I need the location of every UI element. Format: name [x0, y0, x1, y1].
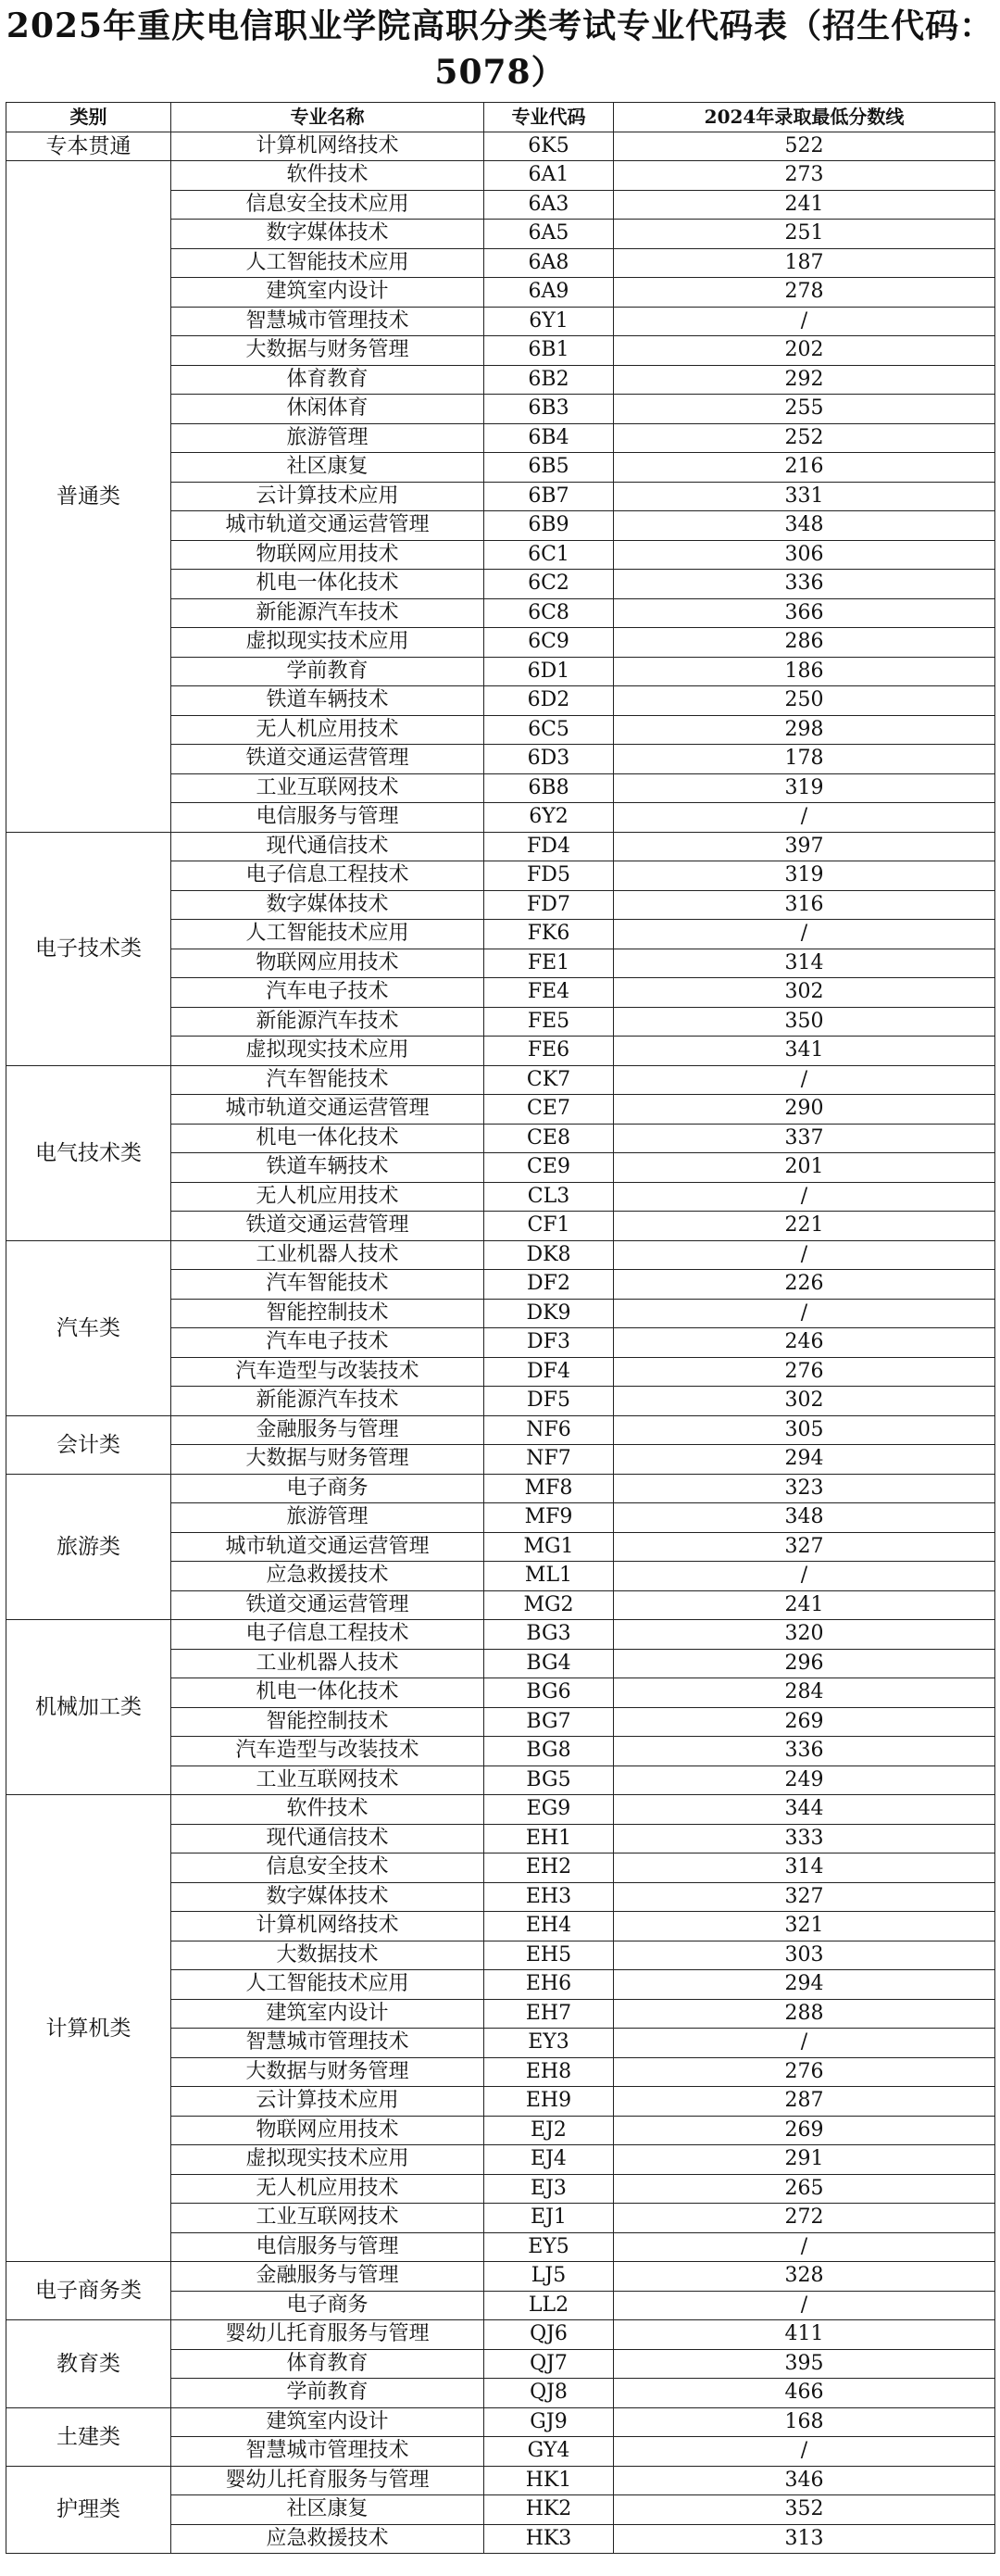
table-row — [6, 1474, 995, 1503]
min-score-cell: 306 — [614, 540, 995, 570]
category-cell: 护理类 — [6, 2466, 171, 2554]
major-name-cell: 电子商务 — [171, 1474, 484, 1503]
min-score-cell: 278 — [614, 278, 995, 308]
major-code-cell: MF9 — [484, 1503, 614, 1533]
header-category: 类别 — [6, 103, 171, 132]
major-name-cell: 建筑室内设计 — [171, 2407, 484, 2437]
min-score-cell: / — [614, 2029, 995, 2058]
major-code-cell: QJ6 — [484, 2320, 614, 2350]
major-code-cell: 6C8 — [484, 598, 614, 628]
table-row — [6, 2320, 995, 2350]
major-name-cell: 计算机网络技术 — [171, 1912, 484, 1941]
major-code-cell: DF2 — [484, 1270, 614, 1300]
major-name-cell: 人工智能技术应用 — [171, 920, 484, 949]
category-cell: 电子技术类 — [6, 832, 171, 1065]
min-score-cell: 251 — [614, 220, 995, 249]
min-score-cell: 333 — [614, 1824, 995, 1853]
major-name-cell: 工业互联网技术 — [171, 773, 484, 803]
major-code-cell: EH1 — [484, 1824, 614, 1853]
table-row — [6, 1620, 995, 1650]
major-code-cell: LJ5 — [484, 2262, 614, 2292]
min-score-cell: 294 — [614, 1445, 995, 1475]
min-score-cell: 337 — [614, 1124, 995, 1153]
major-name-cell: 机电一体化技术 — [171, 1678, 484, 1708]
min-score-cell: 186 — [614, 657, 995, 686]
major-code-cell: GJ9 — [484, 2407, 614, 2437]
table-header-row — [6, 103, 995, 132]
major-code-cell: DF5 — [484, 1387, 614, 1416]
min-score-cell: 201 — [614, 1153, 995, 1183]
major-code-cell: NF6 — [484, 1415, 614, 1445]
major-name-cell: 汽车智能技术 — [171, 1270, 484, 1300]
min-score-cell: 269 — [614, 2116, 995, 2145]
min-score-cell: 273 — [614, 161, 995, 191]
major-name-cell: 云计算技术应用 — [171, 482, 484, 511]
major-name-cell: 软件技术 — [171, 161, 484, 191]
major-name-cell: 机电一体化技术 — [171, 570, 484, 599]
major-code-cell: EY5 — [484, 2232, 614, 2262]
major-name-cell: 大数据技术 — [171, 1941, 484, 1970]
major-code-cell: 6B5 — [484, 453, 614, 483]
major-code-cell: EJ4 — [484, 2145, 614, 2175]
major-code-cell: EH6 — [484, 1970, 614, 2000]
min-score-cell: 344 — [614, 1795, 995, 1825]
table-row — [6, 832, 995, 861]
min-score-cell: 336 — [614, 570, 995, 599]
major-code-cell: EH2 — [484, 1853, 614, 1883]
major-code-cell: CE7 — [484, 1095, 614, 1125]
min-score-cell: 221 — [614, 1212, 995, 1241]
min-score-cell: 348 — [614, 511, 995, 541]
table-row — [6, 2262, 995, 2292]
category-cell: 旅游类 — [6, 1474, 171, 1620]
min-score-cell: 327 — [614, 1532, 995, 1562]
min-score-cell: 320 — [614, 1620, 995, 1650]
min-score-cell: 466 — [614, 2379, 995, 2408]
major-code-cell: CE8 — [484, 1124, 614, 1153]
major-code-cell: 6Y1 — [484, 307, 614, 336]
table-row — [6, 1065, 995, 1095]
major-name-cell: 人工智能技术应用 — [171, 1970, 484, 2000]
major-code-cell: EH5 — [484, 1941, 614, 1970]
major-code-cell: FD4 — [484, 832, 614, 861]
major-name-cell: 虚拟现实技术应用 — [171, 1037, 484, 1066]
major-code-cell: BG8 — [484, 1737, 614, 1766]
min-score-cell: 216 — [614, 453, 995, 483]
major-code-cell: DK9 — [484, 1299, 614, 1328]
major-name-cell: 物联网应用技术 — [171, 949, 484, 978]
category-cell: 普通类 — [6, 161, 171, 833]
major-code-cell: 6B1 — [484, 336, 614, 366]
min-score-cell: 303 — [614, 1941, 995, 1970]
major-code-cell: FE6 — [484, 1037, 614, 1066]
major-code-cell: 6C2 — [484, 570, 614, 599]
major-name-cell: 物联网应用技术 — [171, 2116, 484, 2145]
major-code-cell: MF8 — [484, 1474, 614, 1503]
major-code-cell: 6B7 — [484, 482, 614, 511]
major-code-cell: BG4 — [484, 1649, 614, 1678]
min-score-cell: / — [614, 307, 995, 336]
major-name-cell: 信息安全技术 — [171, 1853, 484, 1883]
category-cell: 会计类 — [6, 1415, 171, 1474]
category-cell: 汽车类 — [6, 1240, 171, 1415]
major-name-cell: 旅游管理 — [171, 1503, 484, 1533]
major-code-cell: 6B4 — [484, 423, 614, 453]
min-score-cell: 302 — [614, 978, 995, 1008]
min-score-cell: 348 — [614, 1503, 995, 1533]
major-code-cell: HK3 — [484, 2524, 614, 2554]
min-score-cell: 397 — [614, 832, 995, 861]
major-code-cell: 6D2 — [484, 686, 614, 716]
major-code-cell: QJ8 — [484, 2379, 614, 2408]
major-name-cell: 电子信息工程技术 — [171, 1620, 484, 1650]
table-row — [6, 1795, 995, 1825]
category-cell: 电气技术类 — [6, 1065, 171, 1240]
major-code-cell: 6A9 — [484, 278, 614, 308]
major-name-cell: 工业机器人技术 — [171, 1240, 484, 1270]
major-code-cell: 6A5 — [484, 220, 614, 249]
major-name-cell: 城市轨道交通运营管理 — [171, 1532, 484, 1562]
major-code-cell: NF7 — [484, 1445, 614, 1475]
major-name-cell: 学前教育 — [171, 2379, 484, 2408]
category-cell: 机械加工类 — [6, 1620, 171, 1795]
major-code-cell: 6C5 — [484, 715, 614, 745]
min-score-cell: 286 — [614, 628, 995, 658]
major-code-cell: 6B3 — [484, 395, 614, 424]
major-name-cell: 城市轨道交通运营管理 — [171, 1095, 484, 1125]
min-score-cell: / — [614, 2291, 995, 2320]
major-name-cell: 铁道车辆技术 — [171, 1153, 484, 1183]
major-name-cell: 大数据与财务管理 — [171, 2057, 484, 2087]
major-name-cell: 建筑室内设计 — [171, 1999, 484, 2029]
major-code-cell: CL3 — [484, 1182, 614, 1212]
major-name-cell: 电子信息工程技术 — [171, 861, 484, 891]
min-score-cell: / — [614, 1065, 995, 1095]
min-score-cell: 313 — [614, 2524, 995, 2554]
major-name-cell: 金融服务与管理 — [171, 2262, 484, 2292]
major-name-cell: 信息安全技术应用 — [171, 190, 484, 220]
min-score-cell: 255 — [614, 395, 995, 424]
major-code-cell: MG2 — [484, 1590, 614, 1620]
major-code-cell: EJ1 — [484, 2204, 614, 2233]
min-score-cell: 287 — [614, 2087, 995, 2117]
major-code-cell: CK7 — [484, 1065, 614, 1095]
major-code-cell: EJ2 — [484, 2116, 614, 2145]
min-score-cell: 246 — [614, 1328, 995, 1358]
table-body — [6, 132, 995, 2554]
major-code-table — [6, 102, 995, 2554]
major-code-cell: 6B2 — [484, 365, 614, 395]
major-name-cell: 汽车造型与改装技术 — [171, 1737, 484, 1766]
major-code-cell: BG6 — [484, 1678, 614, 1708]
min-score-cell: 411 — [614, 2320, 995, 2350]
major-code-cell: 6A3 — [484, 190, 614, 220]
major-name-cell: 新能源汽车技术 — [171, 1007, 484, 1037]
major-code-cell: EH7 — [484, 1999, 614, 2029]
min-score-cell: 288 — [614, 1999, 995, 2029]
min-score-cell: 249 — [614, 1766, 995, 1795]
major-name-cell: 城市轨道交通运营管理 — [171, 511, 484, 541]
major-name-cell: 虚拟现实技术应用 — [171, 628, 484, 658]
min-score-cell: 321 — [614, 1912, 995, 1941]
major-name-cell: 智慧城市管理技术 — [171, 307, 484, 336]
major-code-cell: 6A8 — [484, 248, 614, 278]
major-code-cell: FE5 — [484, 1007, 614, 1037]
major-code-cell: 6C9 — [484, 628, 614, 658]
table-row — [6, 1415, 995, 1445]
major-name-cell: 数字媒体技术 — [171, 1882, 484, 1912]
major-name-cell: 汽车电子技术 — [171, 978, 484, 1008]
major-name-cell: 无人机应用技术 — [171, 1182, 484, 1212]
major-name-cell: 无人机应用技术 — [171, 715, 484, 745]
min-score-cell: 316 — [614, 890, 995, 920]
major-name-cell: 应急救援技术 — [171, 1562, 484, 1591]
major-code-cell: EG9 — [484, 1795, 614, 1825]
min-score-cell: 226 — [614, 1270, 995, 1300]
min-score-cell: 202 — [614, 336, 995, 366]
major-name-cell: 铁道交通运营管理 — [171, 1590, 484, 1620]
major-name-cell: 大数据与财务管理 — [171, 336, 484, 366]
table-row — [6, 132, 995, 161]
major-code-cell: LL2 — [484, 2291, 614, 2320]
major-name-cell: 虚拟现实技术应用 — [171, 2145, 484, 2175]
min-score-cell: 284 — [614, 1678, 995, 1708]
min-score-cell: 319 — [614, 861, 995, 891]
major-name-cell: 铁道车辆技术 — [171, 686, 484, 716]
major-code-cell: BG5 — [484, 1766, 614, 1795]
min-score-cell: 327 — [614, 1882, 995, 1912]
major-code-cell: FE1 — [484, 949, 614, 978]
major-code-cell: 6B9 — [484, 511, 614, 541]
major-name-cell: 休闲体育 — [171, 395, 484, 424]
min-score-cell: 298 — [614, 715, 995, 745]
major-name-cell: 体育教育 — [171, 2349, 484, 2379]
page-title: 2025年重庆电信职业学院高职分类考试专业代码表（招生代码：5078） — [6, 6, 994, 92]
major-name-cell: 旅游管理 — [171, 423, 484, 453]
min-score-cell: 346 — [614, 2466, 995, 2495]
major-name-cell: 社区康复 — [171, 453, 484, 483]
min-score-cell: 291 — [614, 2145, 995, 2175]
major-name-cell: 学前教育 — [171, 657, 484, 686]
min-score-cell: 269 — [614, 1707, 995, 1737]
header-min-score: 2024年录取最低分数线 — [614, 103, 995, 132]
table-row — [6, 2466, 995, 2495]
major-code-cell: DF3 — [484, 1328, 614, 1358]
header-major-code: 专业代码 — [484, 103, 614, 132]
major-name-cell: 物联网应用技术 — [171, 540, 484, 570]
major-code-cell: EY3 — [484, 2029, 614, 2058]
min-score-cell: 305 — [614, 1415, 995, 1445]
major-name-cell: 工业互联网技术 — [171, 2204, 484, 2233]
min-score-cell: 252 — [614, 423, 995, 453]
major-name-cell: 智能控制技术 — [171, 1707, 484, 1737]
header-major-name: 专业名称 — [171, 103, 484, 132]
min-score-cell: 187 — [614, 248, 995, 278]
min-score-cell: 341 — [614, 1037, 995, 1066]
major-code-cell: BG7 — [484, 1707, 614, 1737]
major-code-cell: 6C1 — [484, 540, 614, 570]
category-cell: 计算机类 — [6, 1795, 171, 2262]
min-score-cell: 276 — [614, 1357, 995, 1387]
major-name-cell: 新能源汽车技术 — [171, 598, 484, 628]
major-name-cell: 智能控制技术 — [171, 1299, 484, 1328]
major-code-cell: EH8 — [484, 2057, 614, 2087]
min-score-cell: 350 — [614, 1007, 995, 1037]
min-score-cell: / — [614, 2232, 995, 2262]
major-name-cell: 汽车电子技术 — [171, 1328, 484, 1358]
major-name-cell: 数字媒体技术 — [171, 220, 484, 249]
min-score-cell: 319 — [614, 773, 995, 803]
major-code-cell: MG1 — [484, 1532, 614, 1562]
major-name-cell: 铁道交通运营管理 — [171, 1212, 484, 1241]
major-name-cell: 软件技术 — [171, 1795, 484, 1825]
major-name-cell: 婴幼儿托育服务与管理 — [171, 2466, 484, 2495]
major-name-cell: 电信服务与管理 — [171, 803, 484, 833]
major-name-cell: 智慧城市管理技术 — [171, 2437, 484, 2467]
major-code-cell: HK1 — [484, 2466, 614, 2495]
major-name-cell: 计算机网络技术 — [171, 132, 484, 161]
major-code-cell: ML1 — [484, 1562, 614, 1591]
min-score-cell: 250 — [614, 686, 995, 716]
major-code-cell: FE4 — [484, 978, 614, 1008]
major-name-cell: 人工智能技术应用 — [171, 248, 484, 278]
major-name-cell: 电子商务 — [171, 2291, 484, 2320]
min-score-cell: 276 — [614, 2057, 995, 2087]
major-name-cell: 铁道交通运营管理 — [171, 745, 484, 774]
min-score-cell: / — [614, 1299, 995, 1328]
major-code-cell: FK6 — [484, 920, 614, 949]
min-score-cell: 323 — [614, 1474, 995, 1503]
major-name-cell: 金融服务与管理 — [171, 1415, 484, 1445]
major-name-cell: 大数据与财务管理 — [171, 1445, 484, 1475]
min-score-cell: / — [614, 2437, 995, 2467]
category-cell: 专本贯通 — [6, 132, 171, 161]
major-name-cell: 现代通信技术 — [171, 832, 484, 861]
major-name-cell: 工业机器人技术 — [171, 1649, 484, 1678]
min-score-cell: 241 — [614, 1590, 995, 1620]
min-score-cell: 241 — [614, 190, 995, 220]
min-score-cell: 272 — [614, 2204, 995, 2233]
table-row — [6, 2407, 995, 2437]
major-code-cell: 6Y2 — [484, 803, 614, 833]
major-name-cell: 新能源汽车技术 — [171, 1387, 484, 1416]
major-code-cell: EH4 — [484, 1912, 614, 1941]
min-score-cell: / — [614, 1562, 995, 1591]
min-score-cell: 366 — [614, 598, 995, 628]
min-score-cell: 290 — [614, 1095, 995, 1125]
major-code-cell: EH3 — [484, 1882, 614, 1912]
major-code-cell: DF4 — [484, 1357, 614, 1387]
major-name-cell: 应急救援技术 — [171, 2524, 484, 2554]
category-cell: 电子商务类 — [6, 2262, 171, 2320]
min-score-cell: / — [614, 1182, 995, 1212]
major-code-cell: DK8 — [484, 1240, 614, 1270]
major-name-cell: 工业互联网技术 — [171, 1766, 484, 1795]
table-row — [6, 1240, 995, 1270]
min-score-cell: 292 — [614, 365, 995, 395]
min-score-cell: 314 — [614, 949, 995, 978]
min-score-cell: 328 — [614, 2262, 995, 2292]
major-code-cell: CE9 — [484, 1153, 614, 1183]
major-code-cell: EH9 — [484, 2087, 614, 2117]
table-row — [6, 161, 995, 191]
min-score-cell: / — [614, 803, 995, 833]
major-name-cell: 体育教育 — [171, 365, 484, 395]
major-code-cell: 6K5 — [484, 132, 614, 161]
min-score-cell: 336 — [614, 1737, 995, 1766]
major-name-cell: 现代通信技术 — [171, 1824, 484, 1853]
major-name-cell: 无人机应用技术 — [171, 2174, 484, 2204]
major-name-cell: 机电一体化技术 — [171, 1124, 484, 1153]
major-name-cell: 云计算技术应用 — [171, 2087, 484, 2117]
min-score-cell: 178 — [614, 745, 995, 774]
min-score-cell: 168 — [614, 2407, 995, 2437]
category-cell: 土建类 — [6, 2407, 171, 2466]
min-score-cell: 265 — [614, 2174, 995, 2204]
major-code-cell: 6A1 — [484, 161, 614, 191]
major-name-cell: 社区康复 — [171, 2495, 484, 2525]
major-code-cell: CF1 — [484, 1212, 614, 1241]
major-name-cell: 智慧城市管理技术 — [171, 2029, 484, 2058]
major-code-cell: EJ3 — [484, 2174, 614, 2204]
min-score-cell: 522 — [614, 132, 995, 161]
major-name-cell: 数字媒体技术 — [171, 890, 484, 920]
major-code-cell: FD7 — [484, 890, 614, 920]
major-code-cell: FD5 — [484, 861, 614, 891]
major-code-cell: 6D3 — [484, 745, 614, 774]
min-score-cell: 314 — [614, 1853, 995, 1883]
min-score-cell: 395 — [614, 2349, 995, 2379]
major-code-cell: 6B8 — [484, 773, 614, 803]
major-code-cell: HK2 — [484, 2495, 614, 2525]
min-score-cell: 352 — [614, 2495, 995, 2525]
major-name-cell: 电信服务与管理 — [171, 2232, 484, 2262]
major-name-cell: 婴幼儿托育服务与管理 — [171, 2320, 484, 2350]
min-score-cell: / — [614, 920, 995, 949]
major-code-cell: 6D1 — [484, 657, 614, 686]
major-name-cell: 建筑室内设计 — [171, 278, 484, 308]
major-name-cell: 汽车智能技术 — [171, 1065, 484, 1095]
min-score-cell: 302 — [614, 1387, 995, 1416]
min-score-cell: 294 — [614, 1970, 995, 2000]
major-name-cell: 汽车造型与改装技术 — [171, 1357, 484, 1387]
min-score-cell: 331 — [614, 482, 995, 511]
min-score-cell: / — [614, 1240, 995, 1270]
major-code-cell: GY4 — [484, 2437, 614, 2467]
major-code-cell: BG3 — [484, 1620, 614, 1650]
min-score-cell: 296 — [614, 1649, 995, 1678]
major-code-cell: QJ7 — [484, 2349, 614, 2379]
category-cell: 教育类 — [6, 2320, 171, 2408]
